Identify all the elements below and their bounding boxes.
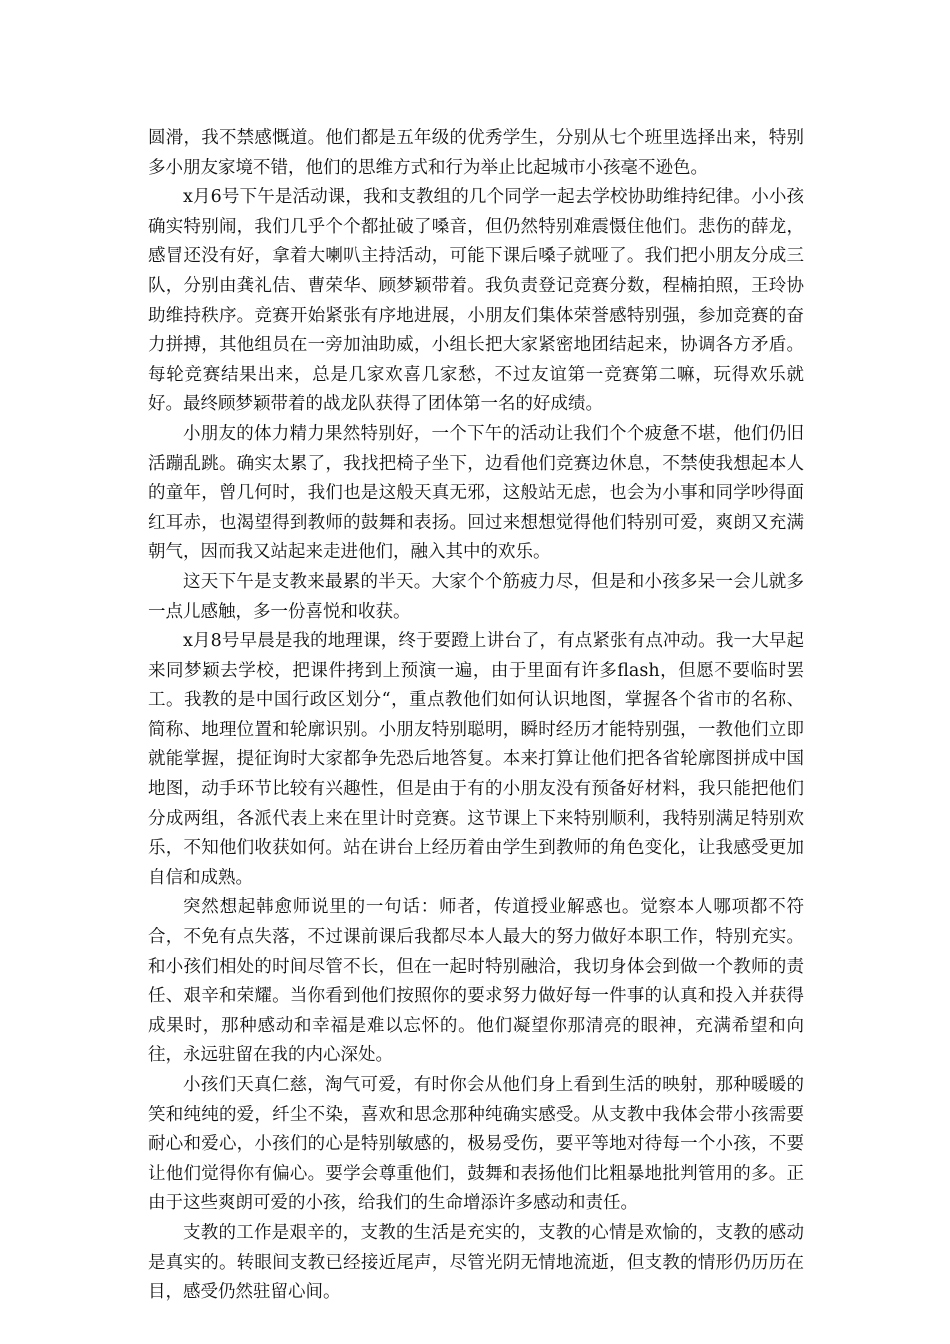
paragraph-6: 突然想起韩愈师说里的一句话：师者，传道授业解惑也。觉察本人哪项都不符合，不免有点失落，不过课前课后我都尽本人最大的努力做好本职工作，特别充实。和小孩们相处的时间尽管不长，但在一起时特别融洽，我切身体会到做一个教师的责任、艰辛和荣耀。当你看到他们按照你的要求努力做好每一件事的认真和投入并获得成果时，那种感动和幸福是难以忘怀的。他们凝望你那清亮的眼神，充满希望和向往，永远驻留在我的内心深处。 [148,897,804,1066]
paragraph-1: 圆滑，我不禁感慨道。他们都是五年级的优秀学生，分别从七个班里选择出来，特别多小朋友家境不错，他们的思维方式和行为举止比起城市小孩毫不逊色。 [148,128,804,178]
paragraph-5: x月8号早晨是我的地理课，终于要蹬上讲台了，有点紧张有点冲动。我一大早起来同梦颖去学校，把课件拷到上预演一遍，由于里面有许多flash，但愿不要临时罢工。我教的是中国行政区划分“，重点教他们如何认识地图，掌握各个省市的名称、简称、地理位置和轮廓识别。小朋友特别聪明，瞬时经历才能特别强，一教他们立即就能掌握，提征询时大家都争先恐后地答复。本来打算让他们把各省轮廓图拼成中国地图，动手环节比较有兴趣性，但是由于有的小朋友没有预备好材料，我只能把他们分成两组，各派代表上来在里计时竞赛。这节课上下来特别顺利，我特别满足特别欢乐，不知他们收获如何。站在讲台上经历着由学生到教师的角色变化，让我感受更加自信和成熟。 [148,631,804,888]
paragraph-2: x月6号下午是活动课，我和支教组的几个同学一起去学校协助维持纪律。小小孩确实特别闹，我们几乎个个都扯破了嗓音，但仍然特别难震慑住他们。悲伤的薛龙，感冒还没有好，拿着大喇叭主持活动，可能下课后嗓子就哑了。我们把小朋友分成三队，分别由龚礼佶、曹荣华、顾梦颖带着。我负责登记竞赛分数，程楠拍照，王玲协助维持秩序。竞赛开始紧张有序地进展，小朋友们集体荣誉感特别强，参加竞赛的奋力拼搏，其他组员在一旁加油助威，小组长把大家紧密地团结起来，协调各方矛盾。每轮竞赛结果出来，总是几家欢喜几家愁，不过友谊第一竞赛第二嘛，玩得欢乐就好。最终顾梦颖带着的战龙队获得了团体第一名的好成绩。 [148,187,804,415]
paragraph-3: 小朋友的体力精力果然特别好，一个下午的活动让我们个个疲惫不堪，他们仍旧活蹦乱跳。确实太累了，我找把椅子坐下，边看他们竞赛边休息，不禁使我想起本人的童年，曾几何时，我们也是这般天真无邪，这般站无虑，也会为小事和同学吵得面红耳赤，也渴望得到教师的鼓舞和表扬。回过来想想觉得他们特别可爱，爽朗又充满朝气，因而我又站起来走进他们，融入其中的欢乐。 [148,423,804,563]
paragraph-7: 小孩们天真仁慈，淘气可爱，有时你会从他们身上看到生活的映射，那种暖暖的笑和纯纯的爱，纤尘不染，喜欢和思念那种纯确实感受。从支教中我体会带小孩需要耐心和爱心，小孩们的心是特别敏感的，极易受伤，要平等地对待每一个小孩，不要让他们觉得你有偏心。要学会尊重他们，鼓舞和表扬他们比粗暴地批判管用的多。正由于这些爽朗可爱的小孩，给我们的生命增添许多感动和责任。 [148,1075,804,1214]
document-body [148,124,804,1308]
paragraph-4: 这天下午是支教来最累的半天。大家个个筋疲力尽，但是和小孩多呆一会儿就多一点儿感触，多一份喜悦和收获。 [148,571,804,622]
paragraph-8: 支教的工作是艰辛的，支教的生活是充实的，支教的心情是欢愉的，支教的感动是真实的。转眼间支教已经接近尾声，尽管光阴无情地流逝，但支教的情形仍历历在目，感受仍然驻留心间。 [148,1222,804,1303]
